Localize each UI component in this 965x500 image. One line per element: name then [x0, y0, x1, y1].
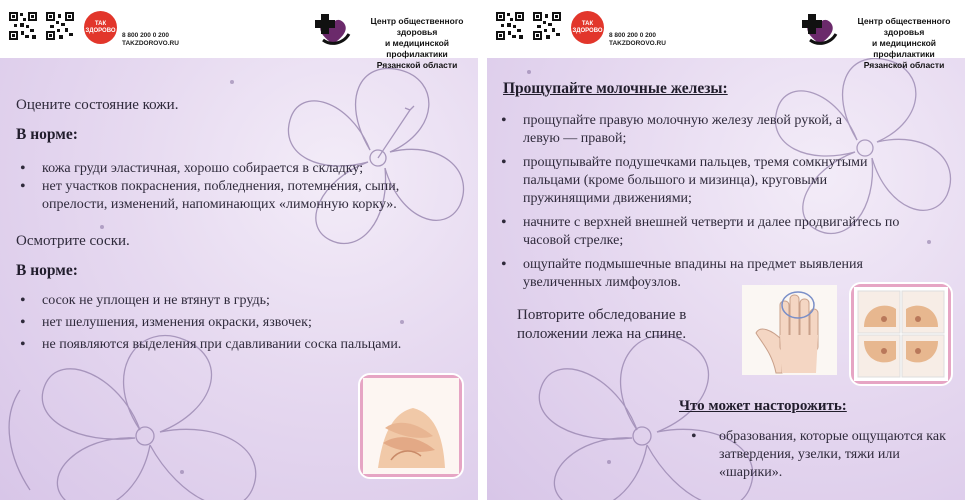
qr-code-icon[interactable] — [45, 11, 75, 41]
list-item: • образования, которые ощущаются как затвердения, узелки, тяжи или «шарики». — [687, 428, 957, 482]
norm-heading: В норме: — [16, 262, 78, 279]
organization-name: Центр общественного здоровья и медицинской профилактики Рязанской области — [370, 16, 464, 70]
repeat-instruction: Повторите обследование в положении лежа на спине. — [517, 307, 687, 342]
phone-number: 8 800 200 0 200 — [609, 32, 656, 39]
nipple-title: Осмотрите соски. — [16, 233, 130, 249]
palpation-steps-list — [497, 112, 907, 292]
list-item: • кожа груди эластичная, хорошо собирается в складку; — [16, 160, 426, 178]
palpation-title: Прощупайте молочные железы: — [503, 80, 728, 97]
norm-heading: В норме: — [16, 126, 78, 143]
torso-hands-icon — [363, 378, 459, 474]
list-item: • нет шелушения, изменения окраски, язвочек; — [16, 314, 456, 332]
list-item: • сосок не уплощен и не втянут в грудь; — [16, 292, 456, 310]
hand-illustration — [742, 285, 837, 375]
header-bar — [487, 0, 965, 70]
list-item: • нет участков покраснения, побледнения, потемнения, сыпи, опрелости, изменений, напоминающих «лимонную корку». — [16, 178, 426, 214]
takzdorovo-badge: ТАК ЗДОРОВО — [571, 11, 604, 44]
list-item: • ощупайте подмышечные впадины на предмет выявления увеличенных лимфоузлов. — [497, 256, 907, 292]
self-exam-illustration — [360, 375, 462, 477]
nipple-norm-list — [16, 292, 456, 354]
qr-code-icon[interactable] — [495, 11, 525, 41]
quadrant-diagram — [851, 284, 951, 384]
hand-icon — [742, 285, 837, 375]
contact-info — [609, 32, 666, 48]
hibiscus-flower-icon — [250, 40, 478, 270]
list-item: • прощупывайте подушечками пальцев, тремя сомкнутыми пальцами (кроме большого и мизинца), круговыми пружинящими движениями; — [497, 154, 907, 208]
website[interactable]: TAKZDOROVO.RU — [609, 40, 666, 47]
phone-number: 8 800 200 0 200 — [122, 32, 169, 39]
contact-info — [122, 32, 179, 48]
qr-code-icon[interactable] — [8, 11, 38, 41]
slide-palpation — [487, 0, 965, 500]
skin-norm-list — [16, 160, 426, 214]
takzdorovo-badge: ТАК ЗДОРОВО — [84, 11, 117, 44]
website[interactable]: TAKZDOROVO.RU — [122, 40, 179, 47]
organization-name: Центр общественного здоровья и медицинской профилактики Рязанской области — [857, 16, 951, 70]
skin-title: Оцените состояние кожи. — [16, 97, 179, 113]
list-item: • прощупайте правую молочную железу левой рукой, а левую — правой; — [497, 112, 853, 148]
qr-code-icon[interactable] — [532, 11, 562, 41]
cross-heart-logo-icon — [313, 10, 353, 50]
list-item: • начните с верхней внешней четверти и далее продвигайтесь по часовой стрелке; — [497, 214, 907, 250]
header-bar — [0, 0, 478, 70]
alert-list — [687, 428, 957, 482]
cross-heart-logo-icon — [800, 10, 840, 50]
list-item: • не появляются выделения при сдавливании соска пальцами. — [16, 336, 456, 354]
breast-quadrants-icon — [854, 287, 948, 381]
divider — [478, 0, 487, 500]
slide-skin-check — [0, 0, 478, 500]
alert-title: Что может насторожить: — [679, 398, 847, 414]
